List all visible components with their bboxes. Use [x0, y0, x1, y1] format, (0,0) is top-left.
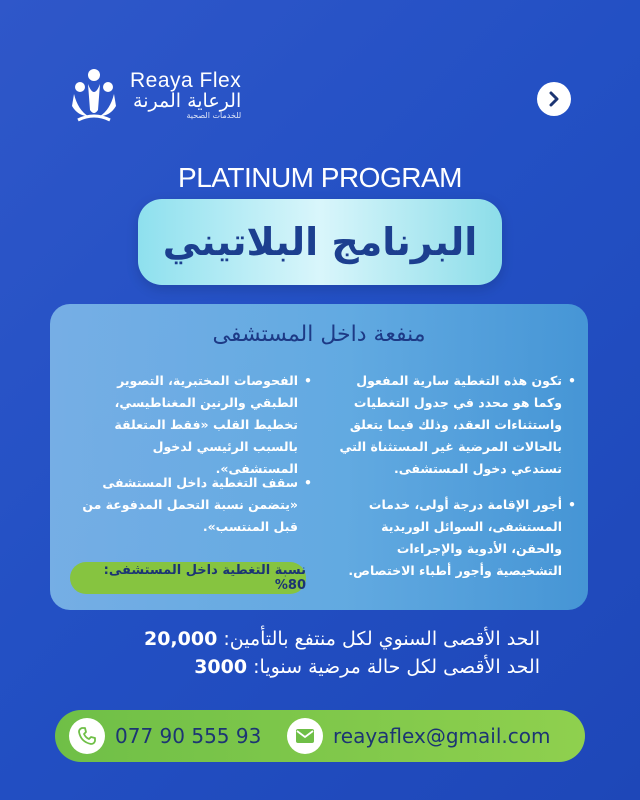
annual-limit [20, 628, 540, 650]
benefit-item: • تكون هذه التغطية سارية المفعول وكما هو محدد في جدول التغطيات واستثناءات العقد، وذلك فيما يتعلق بالحالات المرضية غير المستثناة التي تستدعي دخول المستشفى. [334, 370, 562, 480]
program-title-badge [138, 199, 502, 285]
brand-logo [68, 66, 241, 124]
benefit-item: • سقف التغطية داخل المستشفى «يتضمن نسبة التحمل المدفوعة من قبل المنتسب». [72, 472, 298, 538]
case-limit-value: 3000 [194, 656, 248, 678]
brand-tagline: للخدمات الصحية [186, 110, 242, 120]
mail-icon [287, 718, 323, 754]
email-address[interactable]: reayaflex@gmail.com [333, 724, 551, 748]
program-title-ar: البرنامج البلاتيني [162, 220, 478, 264]
coverage-badge: نسبة التغطية داخل المستشفى: 80% [70, 562, 306, 594]
brand-name-en: Reaya Flex [130, 68, 242, 92]
annual-limit-value: 20,000 [143, 628, 218, 650]
program-title-en: PLATINUM PROGRAM [178, 162, 462, 193]
phone-contact[interactable] [69, 718, 261, 754]
next-button[interactable] [537, 82, 571, 116]
email-contact[interactable] [287, 718, 550, 754]
contact-bar [55, 710, 585, 762]
family-logo-icon [68, 66, 120, 124]
phone-icon [69, 718, 105, 754]
benefits-panel [50, 304, 588, 610]
case-limit-label: الحد الأقصى لكل حالة مرضية سنويا: [253, 656, 540, 678]
benefits-heading: منفعة داخل المستشفى [212, 322, 426, 347]
annual-limit-label: الحد الأقصى السنوي لكل منتفع بالتأمين: [223, 628, 540, 650]
phone-number[interactable]: 077 90 555 93 [115, 724, 262, 748]
chevron-right-icon [546, 91, 562, 107]
benefit-item: • أجور الإقامة درجة أولى، خدمات المستشفى، السوائل الوريدية والحقن، الأدوية والإجراءات التشخيصية وأجور أطباء الاختصاص. [334, 494, 562, 582]
case-limit [20, 656, 540, 678]
benefit-item: • الفحوصات المختبرية، التصوير الطبقي والرنين المغناطيسي، تخطيط القلب «فقط المتعلقة بالسبب الرئيسي لدخول المستشفى». [72, 370, 298, 480]
brand-name-ar: الرعاية المرنة [133, 89, 242, 112]
